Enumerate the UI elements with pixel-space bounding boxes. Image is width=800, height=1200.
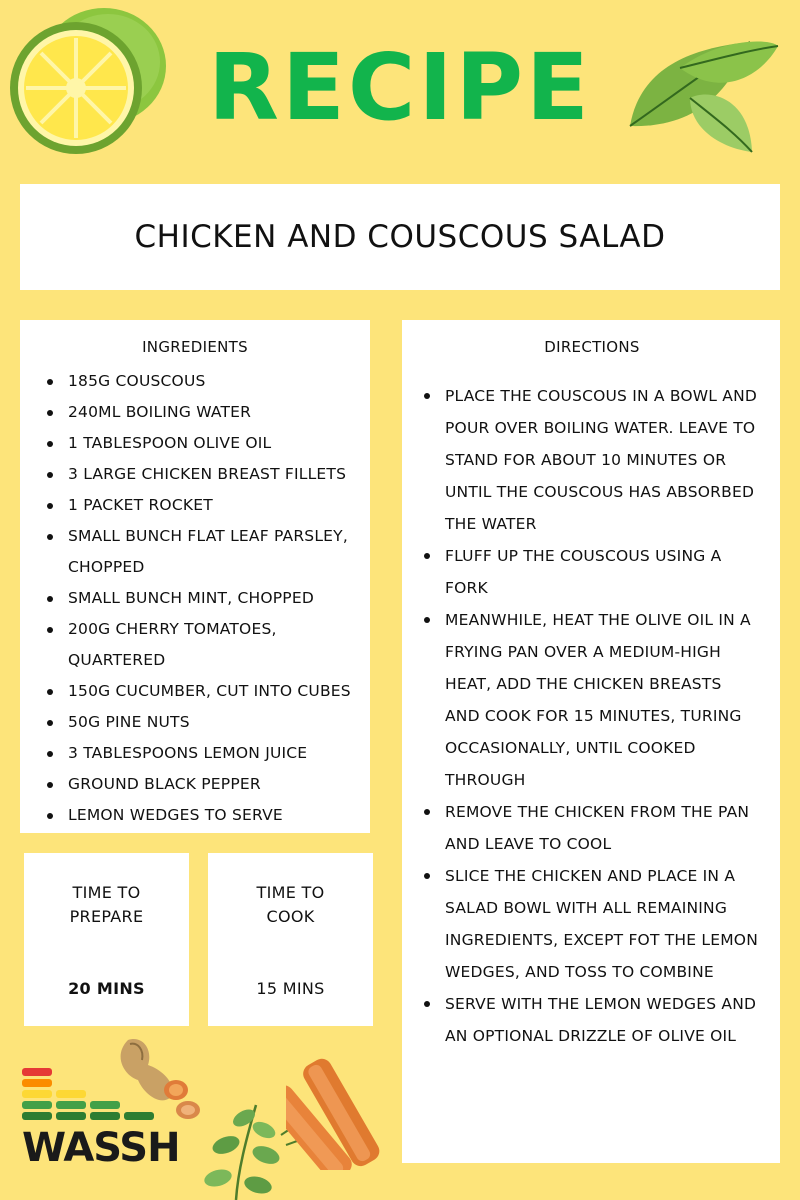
directions-heading: DIRECTIONS [544, 338, 640, 356]
ingredient-item: 1 PACKET ROCKET [47, 490, 360, 521]
directions-list [424, 380, 760, 1052]
cinnamon-sticks-icon [286, 1050, 402, 1170]
direction-step: REMOVE THE CHICKEN FROM THE PAN AND LEAVE TO COOL [424, 796, 760, 860]
direction-step: PLACE THE COUSCOUS IN A BOWL AND POUR OVER BOILING WATER. LEAVE TO STAND FOR ABOUT 10 MINUTES OR UNTIL THE COUSCOUS HAS ABSORBED THE WATER [424, 380, 760, 540]
ingredient-item: 50G PINE NUTS [47, 707, 360, 738]
ingredient-item: 185G COUSCOUS [47, 366, 360, 397]
recipe-name-card [20, 184, 780, 290]
direction-step: SLICE THE CHICKEN AND PLACE IN A SALAD BOWL WITH ALL REMAINING INGREDIENTS, EXCEPT FOT THE LEMON WEDGES, AND TOSS TO COMBINE [424, 860, 760, 988]
cook-time-label: TIME TO COOK [256, 883, 325, 926]
ingredient-item: 240ML BOILING WATER [47, 397, 360, 428]
direction-step: MEANWHILE, HEAT THE OLIVE OIL IN A FRYING PAN OVER A MEDIUM-HIGH HEAT, ADD THE CHICKEN BREASTS AND COOK FOR 15 MINUTES, TURING OCCASIONALLY, UNTIL COOKED THROUGH [424, 604, 760, 796]
ingredients-heading: INGREDIENTS [142, 338, 248, 356]
cook-time-card [208, 853, 373, 1026]
ingredient-item: LEMON WEDGES TO SERVE [47, 800, 360, 831]
ingredient-item: 200G CHERRY TOMATOES, QUARTERED [47, 614, 360, 676]
ingredients-card [20, 320, 370, 833]
ingredient-item: 1 TABLESPOON OLIVE OIL [47, 428, 360, 459]
prep-time-card [24, 853, 189, 1026]
direction-step: SERVE WITH THE LEMON WEDGES AND AN OPTIONAL DRIZZLE OF OLIVE OIL [424, 988, 760, 1052]
page-title: RECIPE [208, 34, 592, 141]
logo-text: WASSH [22, 1125, 180, 1171]
ingredients-list [47, 366, 360, 831]
ingredient-item: 3 TABLESPOONS LEMON JUICE [47, 738, 360, 769]
ingredient-item: SMALL BUNCH FLAT LEAF PARSLEY, CHOPPED [47, 521, 360, 583]
ingredient-item: 150G CUCUMBER, CUT INTO CUBES [47, 676, 360, 707]
ginger-icon [108, 1030, 208, 1125]
recipe-name: CHICKEN AND COUSCOUS SALAD [134, 219, 666, 255]
ingredient-item: GROUND BLACK PEPPER [47, 769, 360, 800]
directions-card [402, 320, 780, 1163]
prep-time-value: 20 MINS [68, 979, 145, 998]
ingredient-item: SMALL BUNCH MINT, CHOPPED [47, 583, 360, 614]
cook-time-value: 15 MINS [256, 979, 325, 998]
prep-time-label: TIME TO PREPARE [69, 883, 144, 926]
direction-step: FLUFF UP THE COUSCOUS USING A FORK [424, 540, 760, 604]
ingredient-item: 3 LARGE CHICKEN BREAST FILLETS [47, 459, 360, 490]
